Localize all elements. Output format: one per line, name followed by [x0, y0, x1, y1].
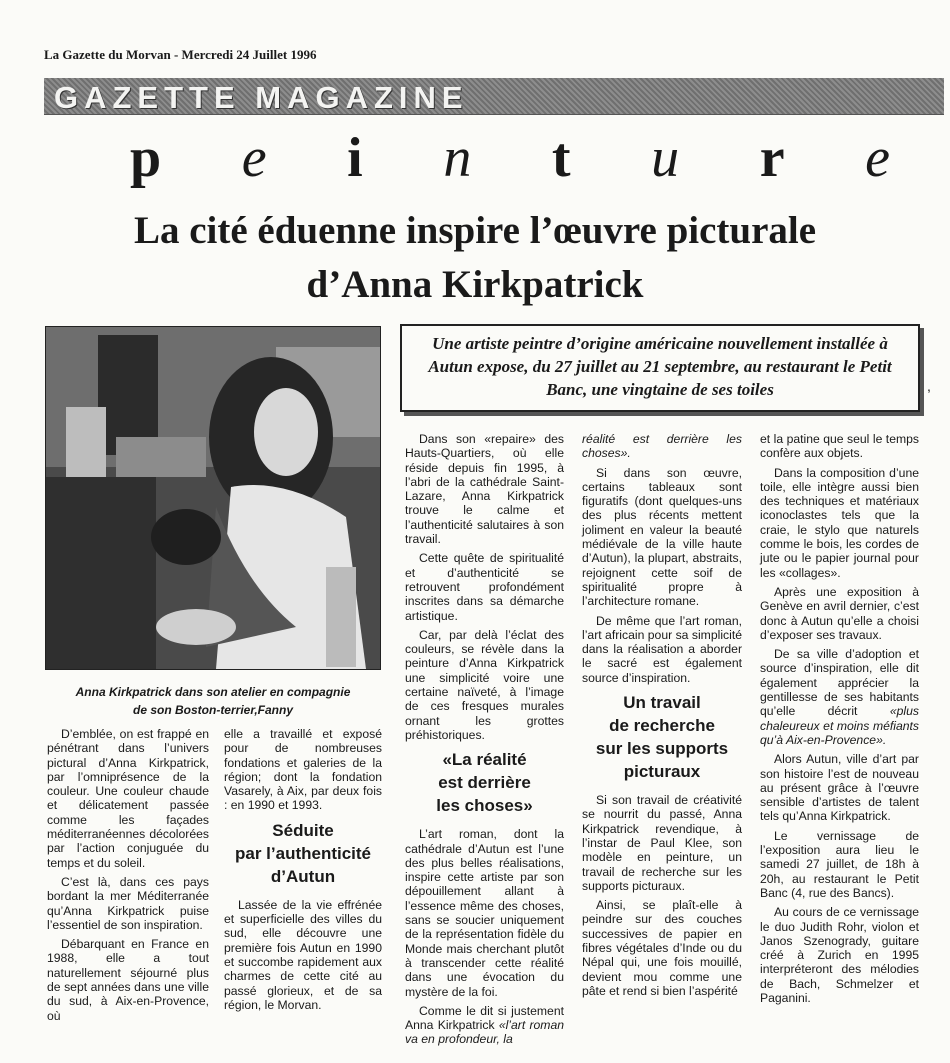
- margin-mark: ,: [927, 378, 931, 394]
- paragraph-text: De sa ville d’adoption et source d’inspiration, elle dit également apprécier la gentillesse de ses habitants qu’elle décrit: [760, 647, 919, 719]
- subheading-seduite: [224, 819, 382, 888]
- subheading-line: d’Autun: [270, 866, 336, 886]
- paragraph: [405, 1004, 564, 1047]
- subheading-line: est derrière: [438, 773, 531, 793]
- headline-line-2: d’Anna Kirkpatrick: [306, 263, 644, 306]
- subheading-line: Un travail: [623, 693, 701, 713]
- paragraph: Après une exposition à Genève en avril dernier, c’est donc à Autun qu’elle a choisi d’exposer ses travaux.: [760, 584, 919, 642]
- headline-line-1: La cité éduenne inspire l’œuvre picturale: [133, 209, 817, 252]
- subheading-line: Séduite: [272, 820, 334, 840]
- subheading-line: sur les supports: [595, 739, 729, 759]
- lede-box: [400, 324, 920, 412]
- subheading-line: les choses»: [436, 796, 533, 816]
- paragraph: Dans la composition d’une toile, elle intègre aussi bien des techniques et matériaux iconoclastes tels que la craie, le stylo que naturels comme le bois, les cordes de jute ou le papier journal pour les «collages».: [760, 465, 919, 580]
- paragraph: Dans son «repaire» des Hauts-Quartiers, où elle réside depuis fin 1995, à l’abri de la cathédrale Saint-Lazare, Anna Kirkpatrick trouve le calme et l’authenticité salutaires à son travail.: [405, 432, 564, 547]
- article-headline: [60, 204, 890, 312]
- paragraph: De même que l’art roman, l’art africain pour sa simplicité dans la réalisation a aborder le sacré est également source d’inspiration.: [582, 613, 742, 685]
- section-letter: e: [241, 127, 267, 189]
- paragraph: Le vernissage de l’exposition aura lieu le samedi 27 juillet, de 18h à 20h, au restaurant le Petit Banc (4, rue des Bancs).: [760, 828, 919, 900]
- paragraph: et la patine que seul le temps confère aux objets.: [760, 432, 919, 461]
- quote: «plus chaleureux et moins méfiants qu’à Aix-en-Provence».: [760, 704, 919, 747]
- subheading-line: de recherche: [609, 716, 715, 736]
- quote: «l’art roman va en profondeur, la: [405, 1018, 564, 1047]
- section-letter: u: [651, 127, 680, 189]
- paragraph: Cette quête de spiritualité et d’authenticité se retrouvent profondément inscrites dans sa démarche artistique.: [405, 551, 564, 623]
- artist-photo: [45, 326, 381, 670]
- section-letter: n: [443, 127, 472, 189]
- paragraph: L’art roman, dont la cathédrale d’Autun est l’une des plus belles réalisations, inspire cette artiste par son dépouillement allant à l’essence même des choses, sans se soucier uniquement de la représentation fidèle du Monde mais cherchant plutôt à transcender cette réalité dans une évocation du mystère de la foi.: [405, 827, 564, 999]
- section-letter: p: [130, 127, 162, 189]
- paragraph: Au cours de ce vernissage le duo Judith Rohr, violon et Janos Szenogrady, guitare créé à Zurich en 1995 interpréteront des mélodies de Bach, Schmelzer et Paganini.: [760, 905, 919, 1005]
- lede-text: Une artiste peintre d’origine américaine nouvellement installée à Autun expose, du 27 juillet au 21 septembre, au restaurant le Petit Banc, une vingtaine de ses toiles: [428, 334, 892, 399]
- paragraph: Si dans son œuvre, certains tableaux sont figuratifs (dont quelques-uns des plus récents mettent joliment en valeur la beauté médiévale de la ville haute d’Autun), la plupart, abstraits, rejoignent cette soif de spiritualité propre à l’architecture romane.: [582, 465, 742, 609]
- column-2: [224, 727, 382, 1017]
- caption-line-2: de son Boston-terrier,Fanny: [132, 703, 294, 717]
- paragraph: Lassée de la vie effrénée et superficielle des villes du sud, elle découvre une première fois Autun en 1990 et succombe rapidement aux charmes de cette cité au passé glorieux, et de sa région, le Morvan.: [224, 897, 382, 1012]
- subheading-line: picturaux: [623, 762, 701, 782]
- paragraph: elle a travaillé et exposé pour de nombreuses fondations et galeries de la région; dont la fondation Vasarely, à Aix, par deux fois : en 1990 et 1993.: [224, 727, 382, 813]
- quote-continuation: réalité est derrière les choses».: [582, 432, 742, 461]
- subheading-line: «La réalité: [442, 750, 527, 770]
- magazine-banner: [44, 78, 944, 115]
- banner-title: GAZETTE MAGAZINE: [54, 80, 469, 115]
- paragraph: Ainsi, se plaît-elle à peindre sur des couches successives de papier en fibres végétales d’Inde ou du Népal qui, une fois mouillé, devient mou comme une pâte et rend si bien l’aspérité: [582, 898, 742, 998]
- column-5: [760, 432, 919, 1010]
- section-letter: e: [865, 127, 890, 189]
- column-3: [405, 432, 564, 1052]
- paragraph: C’est là, dans ces pays bordant la mer Méditerranée qu’Anna Kirkpatrick puise l’essentiel de son inspiration.: [47, 874, 209, 932]
- column-1: [47, 727, 209, 1028]
- photo-caption: [48, 683, 378, 719]
- caption-line-1: Anna Kirkpatrick dans son atelier en compagnie: [75, 685, 351, 699]
- paragraph: Débarquant en France en 1988, elle a tout naturellement séjourné plus de sept années dans une ville du sud, à Aix-en-Provence, où: [47, 937, 209, 1023]
- subheading-recherche: [582, 691, 742, 783]
- paragraph: Car, par delà l’éclat des couleurs, se révèle dans la peinture d’Anna Kirkpatrick une simplicité voire une certaine naïveté, à l’image de ces fresques murales ornant les grottes préhistoriques.: [405, 627, 564, 742]
- paragraph: D’emblée, on est frappé en pénétrant dans l’univers pictural d’Anna Kirkpatrick, par l’omniprésence de la couleur. Une couleur chaude et délicatement passée comme les façades méditerranéennes décolorées par l’action conjuguée du temps et du soleil.: [47, 727, 209, 870]
- section-letter: i: [347, 127, 363, 189]
- subheading-realite: [405, 748, 564, 817]
- section-letter: t: [551, 127, 571, 189]
- dateline: La Gazette du Morvan - Mercredi 24 Juillet 1996: [44, 47, 317, 62]
- paragraph: [760, 647, 919, 747]
- section-letter: r: [759, 127, 785, 189]
- column-4: [582, 432, 742, 1003]
- section-title: [130, 128, 890, 188]
- photo-illustration: [46, 327, 380, 669]
- paragraph: Alors Autun, ville d’art par son histoire l’est de nouveau au présent grâce à l’œuvre sensible d’artistes de talent tels qu’Anna Kirkpatrick.: [760, 752, 919, 824]
- paragraph-text: Comme le dit si justement Anna Kirkpatrick: [405, 1003, 564, 1033]
- subheading-line: par l’authenticité: [234, 843, 372, 863]
- paragraph: Si son travail de créativité se nourrit du passé, Anna Kirkpatrick revendique, à l’instar de Paul Klee, son modèle en peinture, un travail de recherche sur les supports picturaux.: [582, 793, 742, 893]
